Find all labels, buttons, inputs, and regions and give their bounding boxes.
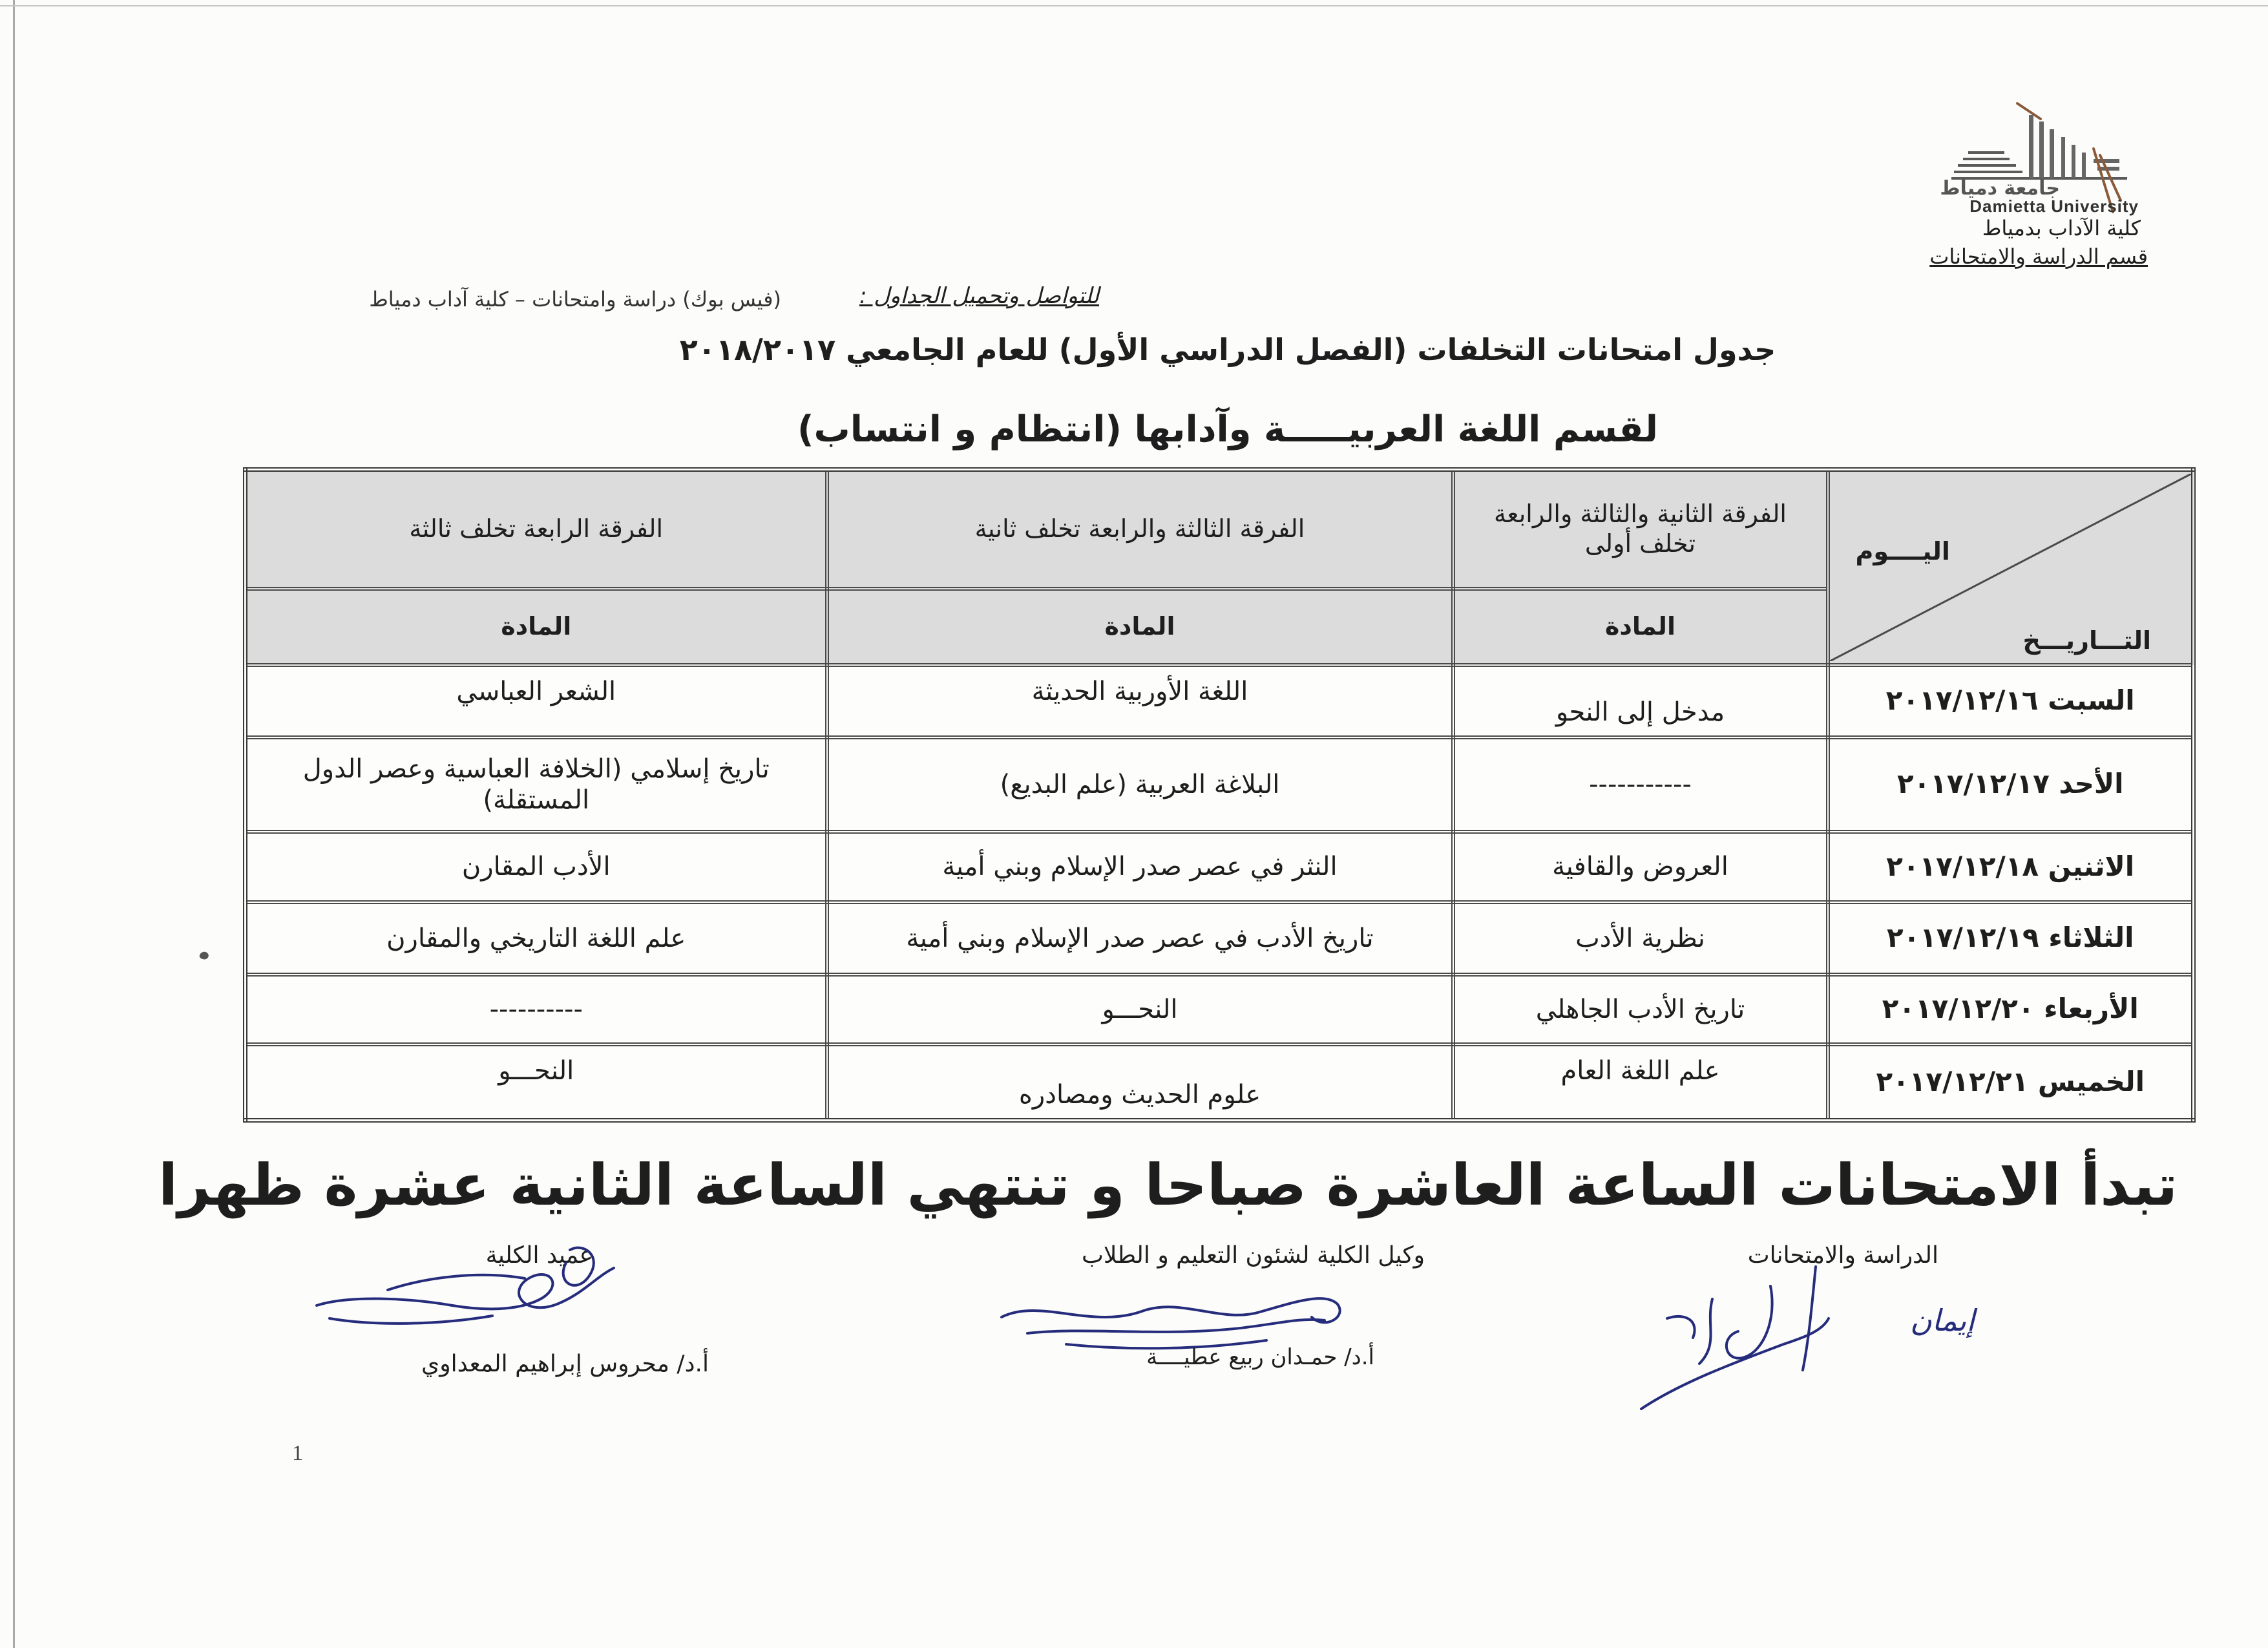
day-date-cell: الثلاثاء ٢٠١٧/١٢/١٩ (1828, 902, 2194, 975)
studies-signature (1628, 1260, 1835, 1415)
group-header-1-line-2: تخلف أولى (1584, 529, 1696, 558)
day-date-cell: الخميس ٢٠١٧/١٢/٢١ (1828, 1044, 2194, 1121)
signature-title-vice-dean: وكيل الكلية لشئون التعليم و الطلاب (1082, 1242, 1425, 1269)
day-date-cell: السبت ٢٠١٧/١٢/١٦ (1828, 665, 2194, 737)
subject-cell: نظرية الأدب (1453, 902, 1828, 975)
dean-signature (310, 1228, 633, 1351)
vice-dean-name: أ.د/ حمـدان ربيع عطيــــة (1146, 1344, 1374, 1370)
table-row (246, 832, 2194, 902)
subject-label: المادة (246, 589, 827, 665)
contact-value: (فيس بوك) دراسة وامتحانات – كلية آداب دمياط (369, 287, 781, 312)
subject-cell: الشعر العباسي (246, 665, 827, 737)
document-subtitle: لقسم اللغة العربيـــــة وآدابها (انتظام و انتساب) (797, 408, 1659, 450)
subject-cell: الأدب المقارن (246, 832, 827, 902)
subject-cell: النثر في عصر صدر الإسلام وبني أمية (827, 832, 1453, 902)
subject-cell: تاريخ الأدب في عصر صدر الإسلام وبني أمية (827, 902, 1453, 975)
subject-label: المادة (827, 589, 1453, 665)
subject-cell: ----------- (1453, 737, 1828, 832)
dean-name: أ.د/ محروس إبراهيم المعداوي (421, 1351, 709, 1377)
date-header-label: التـــاريـــخ (2022, 626, 2151, 655)
table-row (246, 975, 2194, 1044)
table-row (246, 902, 2194, 975)
subject-cell: علم اللغة التاريخي والمقارن (246, 902, 827, 975)
handwritten-name: إيمان (1910, 1303, 1975, 1338)
group-header-2-label: الفرقة الثالثة والرابعة تخلف ثانية (974, 514, 1305, 543)
scan-edge-left (13, 0, 15, 1648)
subject-cell: النحـــو (246, 1044, 827, 1121)
table-row (246, 737, 2194, 832)
subject-cell: تاريخ الأدب الجاهلي (1453, 975, 1828, 1044)
table-row (246, 665, 2194, 737)
group-header-1 (1453, 470, 1828, 589)
document-title: جدول امتحانات التخلفات (الفصل الدراسي الأول) للعام الجامعي ٢٠١٨/٢٠١٧ (679, 332, 1776, 367)
subject-cell: علوم الحديث ومصادره (827, 1044, 1453, 1121)
table-row (246, 1044, 2194, 1121)
day-date-cell: الأربعاء ٢٠١٧/١٢/٢٠ (1828, 975, 2194, 1044)
subject-cell: علم اللغة العام (1453, 1044, 1828, 1121)
subject-cell: اللغة الأوربية الحديثة (827, 665, 1453, 737)
subject-cell: تاريخ إسلامي (الخلافة العباسية وعصر الدول المستقلة) (246, 737, 827, 832)
group-header-3 (246, 470, 827, 589)
scan-edge-top (0, 5, 2268, 6)
signature-title-dean: عميد الكلية (485, 1242, 593, 1269)
subject-cell: ---------- (246, 975, 827, 1044)
exam-time-notice: تبدأ الامتحانات الساعة العاشرة صباحا و تنتهي الساعة الثانية عشرة ظهرا (158, 1152, 2178, 1218)
signature-title-studies: الدراسة والامتحانات (1747, 1242, 1938, 1269)
exam-schedule-table (243, 467, 2196, 1123)
subject-cell: العروض والقافية (1453, 832, 1828, 902)
department-name: قسم الدراسة والامتحانات (1929, 244, 2148, 269)
university-name-en: Damietta University (1969, 196, 2139, 216)
contact-label: للتواصل وتحميل الجداول : (859, 283, 1099, 309)
subject-cell: البلاغة العربية (علم البديع) (827, 737, 1453, 832)
day-date-cell: الاثنين ٢٠١٧/١٢/١٨ (1828, 832, 2194, 902)
day-header-label: اليــــوم (1855, 536, 1950, 565)
university-name-ar: جامعة دمياط (1940, 177, 2060, 200)
day-date-header (1828, 470, 2194, 665)
faculty-name: كلية الآداب بدمياط (1982, 216, 2141, 240)
page-number: 1 (292, 1441, 303, 1465)
scan-speck (197, 949, 211, 963)
subject-label: المادة (1453, 589, 1828, 665)
group-header-2 (827, 470, 1453, 589)
day-date-cell: الأحد ٢٠١٧/١٢/١٧ (1828, 737, 2194, 832)
table-header-row (246, 470, 2194, 589)
group-header-1-line-1: الفرقة الثانية والثالثة والرابعة (1494, 500, 1787, 529)
subject-cell: النحـــو (827, 975, 1453, 1044)
subject-cell: مدخل إلى النحو (1453, 665, 1828, 737)
group-header-3-label: الفرقة الرابعة تخلف ثالثة (409, 514, 664, 543)
